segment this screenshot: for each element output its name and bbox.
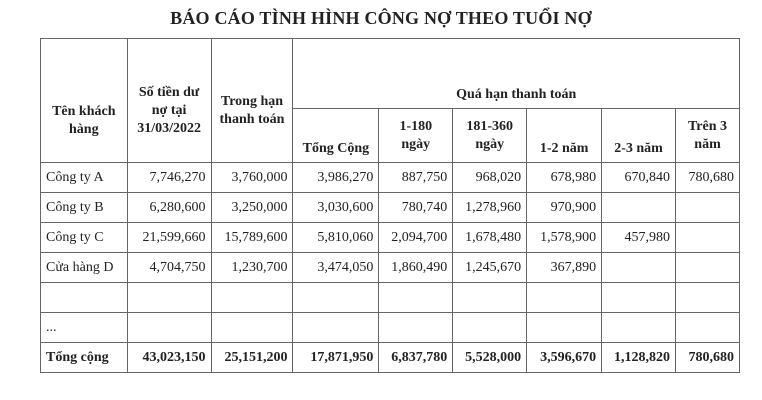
amount-cell: 1,278,960 <box>453 193 527 223</box>
amount-cell <box>602 313 676 343</box>
amount-cell: 3,760,000 <box>211 163 293 193</box>
header-overdue-sub: 1-180 ngày <box>379 109 453 163</box>
amount-cell: 3,986,270 <box>293 163 379 193</box>
customer-name: Công ty A <box>41 163 128 193</box>
amount-cell <box>293 283 379 313</box>
amount-cell: 6,280,600 <box>127 193 211 223</box>
header-customer: Tên khách hàng <box>41 39 128 163</box>
amount-cell <box>211 313 293 343</box>
amount-cell <box>602 283 676 313</box>
amount-cell <box>453 313 527 343</box>
amount-cell <box>602 253 676 283</box>
customer-name: ... <box>41 313 128 343</box>
header-overdue-sub: 181-360 ngày <box>453 109 527 163</box>
amount-cell <box>676 253 740 283</box>
customer-name: Cửa hàng D <box>41 253 128 283</box>
debt-aging-table <box>40 38 740 373</box>
header-overdue-sub: 1-2 năm <box>527 109 602 163</box>
amount-cell: 21,599,660 <box>127 223 211 253</box>
amount-cell: 15,789,600 <box>211 223 293 253</box>
amount-cell: 3,250,000 <box>211 193 293 223</box>
amount-cell: 670,840 <box>602 163 676 193</box>
amount-cell <box>379 313 453 343</box>
header-balance: Số tiền dư nợ tại 31/03/2022 <box>127 39 211 163</box>
amount-cell <box>379 283 453 313</box>
total-amount: 5,528,000 <box>453 343 527 373</box>
table-row <box>41 313 740 343</box>
amount-cell <box>293 313 379 343</box>
header-in-term: Trong hạn thanh toán <box>211 39 293 163</box>
amount-cell <box>127 313 211 343</box>
amount-cell: 4,704,750 <box>127 253 211 283</box>
amount-cell: 3,030,600 <box>293 193 379 223</box>
customer-name: Công ty C <box>41 223 128 253</box>
customer-name: Công ty B <box>41 193 128 223</box>
amount-cell: 887,750 <box>379 163 453 193</box>
table-row <box>41 253 740 283</box>
amount-cell <box>211 283 293 313</box>
amount-cell <box>127 283 211 313</box>
amount-cell <box>527 313 602 343</box>
total-amount: 780,680 <box>676 343 740 373</box>
amount-cell: 2,094,700 <box>379 223 453 253</box>
amount-cell: 1,230,700 <box>211 253 293 283</box>
amount-cell: 968,020 <box>453 163 527 193</box>
header-overdue: Quá hạn thanh toán <box>293 39 740 109</box>
table-row <box>41 223 740 253</box>
amount-cell: 7,746,270 <box>127 163 211 193</box>
amount-cell: 3,474,050 <box>293 253 379 283</box>
amount-cell <box>676 223 740 253</box>
header-overdue-sub: Tổng Cộng <box>293 109 379 163</box>
header-overdue-sub: Trên 3 năm <box>676 109 740 163</box>
amount-cell: 678,980 <box>527 163 602 193</box>
total-amount: 6,837,780 <box>379 343 453 373</box>
amount-cell <box>676 313 740 343</box>
total-amount: 3,596,670 <box>527 343 602 373</box>
total-amount: 25,151,200 <box>211 343 293 373</box>
amount-cell <box>453 283 527 313</box>
total-amount: 17,871,950 <box>293 343 379 373</box>
table-row <box>41 283 740 313</box>
amount-cell: 5,810,060 <box>293 223 379 253</box>
customer-name <box>41 283 128 313</box>
amount-cell: 367,890 <box>527 253 602 283</box>
total-row <box>41 343 740 373</box>
amount-cell <box>602 193 676 223</box>
amount-cell: 780,680 <box>676 163 740 193</box>
amount-cell <box>676 283 740 313</box>
table-row <box>41 163 740 193</box>
total-label: Tổng cộng <box>41 343 128 373</box>
amount-cell: 1,245,670 <box>453 253 527 283</box>
amount-cell: 1,578,900 <box>527 223 602 253</box>
amount-cell <box>527 283 602 313</box>
amount-cell: 1,860,490 <box>379 253 453 283</box>
amount-cell: 457,980 <box>602 223 676 253</box>
header-overdue-sub: 2-3 năm <box>602 109 676 163</box>
report-title: BÁO CÁO TÌNH HÌNH CÔNG NỢ THEO TUỔI NỢ <box>170 8 592 28</box>
amount-cell: 970,900 <box>527 193 602 223</box>
amount-cell <box>676 193 740 223</box>
table-row <box>41 193 740 223</box>
amount-cell: 1,678,480 <box>453 223 527 253</box>
total-amount: 1,128,820 <box>602 343 676 373</box>
total-amount: 43,023,150 <box>127 343 211 373</box>
amount-cell: 780,740 <box>379 193 453 223</box>
